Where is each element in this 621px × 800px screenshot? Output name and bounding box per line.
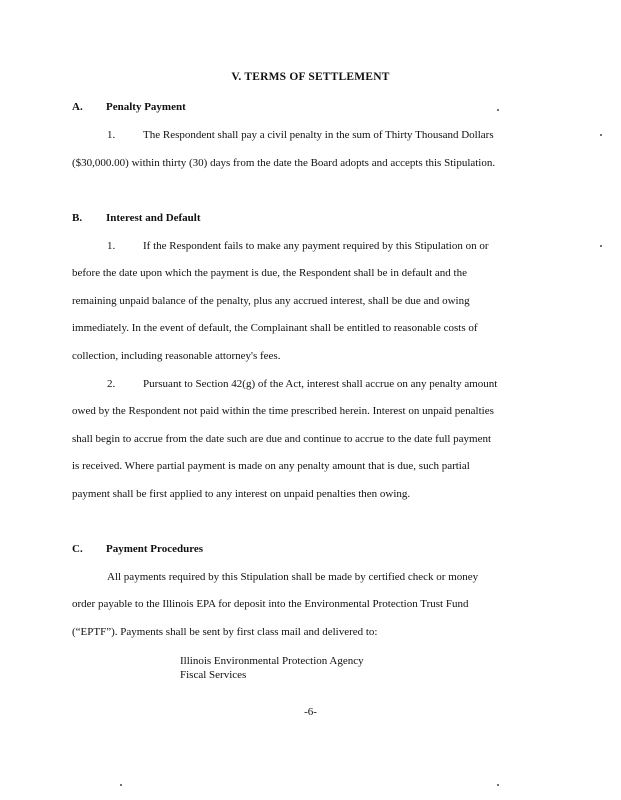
address-line: Fiscal Services [180, 669, 247, 681]
section-b-para1-line: collection, including reasonable attorney's fees. [72, 350, 281, 362]
section-a-para1-number: 1. [107, 129, 116, 141]
scan-speck [497, 109, 499, 111]
page-number: -6- [304, 706, 317, 718]
section-title: V. TERMS OF SETTLEMENT [231, 71, 390, 83]
scan-speck [600, 245, 602, 247]
section-c-title: Payment Procedures [106, 543, 204, 555]
address-line: Illinois Environmental Protection Agency [180, 655, 364, 667]
section-b-para2-number: 2. [107, 378, 116, 390]
section-b-para1-line: before the date upon which the payment is due, the Respondent shall be in default and the [72, 267, 467, 279]
section-a-heading [72, 101, 186, 113]
mailing-address [180, 654, 364, 682]
scan-speck [600, 134, 602, 136]
section-b-para2-line: shall begin to accrue from the date such are due and continue to accrue to the date full payment [72, 433, 492, 445]
section-c-line: order payable to the Illinois EPA for deposit into the Environmental Protection Trust Fund [72, 598, 469, 610]
section-b-para2-line: payment shall be first applied to any interest on unpaid penalties then owing. [72, 488, 411, 500]
section-b-para2-line: Pursuant to Section 42(g) of the Act, interest shall accrue on any penalty amount [143, 378, 498, 390]
section-b-letter: B. [72, 212, 83, 224]
section-b-title: Interest and Default [106, 212, 201, 224]
section-a-letter: A. [72, 101, 83, 113]
section-b-para1-line: remaining unpaid balance of the penalty, plus any accrued interest, shall be due and owing [72, 295, 470, 307]
section-c-line: All payments required by this Stipulation shall be made by certified check or money [107, 571, 479, 583]
section-b-heading [72, 212, 201, 224]
section-c-letter: C. [72, 543, 83, 555]
section-a-para1-line: The Respondent shall pay a civil penalty in the sum of Thirty Thousand Dollars [143, 129, 494, 141]
section-a-title: Penalty Payment [106, 101, 186, 113]
section-c-line: (“EPTF”). Payments shall be sent by first class mail and delivered to: [72, 626, 378, 638]
section-c-heading [72, 543, 203, 555]
section-b-para2-line: owed by the Respondent not paid within the time prescribed herein. Interest on unpaid penalties [72, 405, 494, 417]
section-b-para1-line: immediately. In the event of default, the Complainant shall be entitled to reasonable costs of [72, 322, 478, 334]
section-b-para1-number: 1. [107, 240, 116, 252]
scan-speck [120, 784, 122, 786]
scan-speck [497, 784, 499, 786]
section-b-para2-line: is received. Where partial payment is made on any penalty amount that is due, such partial [72, 460, 470, 472]
section-b-para1-line: If the Respondent fails to make any payment required by this Stipulation on or [143, 240, 489, 252]
section-a-para1-line: ($30,000.00) within thirty (30) days from the date the Board adopts and accepts this Stipulation. [72, 157, 496, 169]
